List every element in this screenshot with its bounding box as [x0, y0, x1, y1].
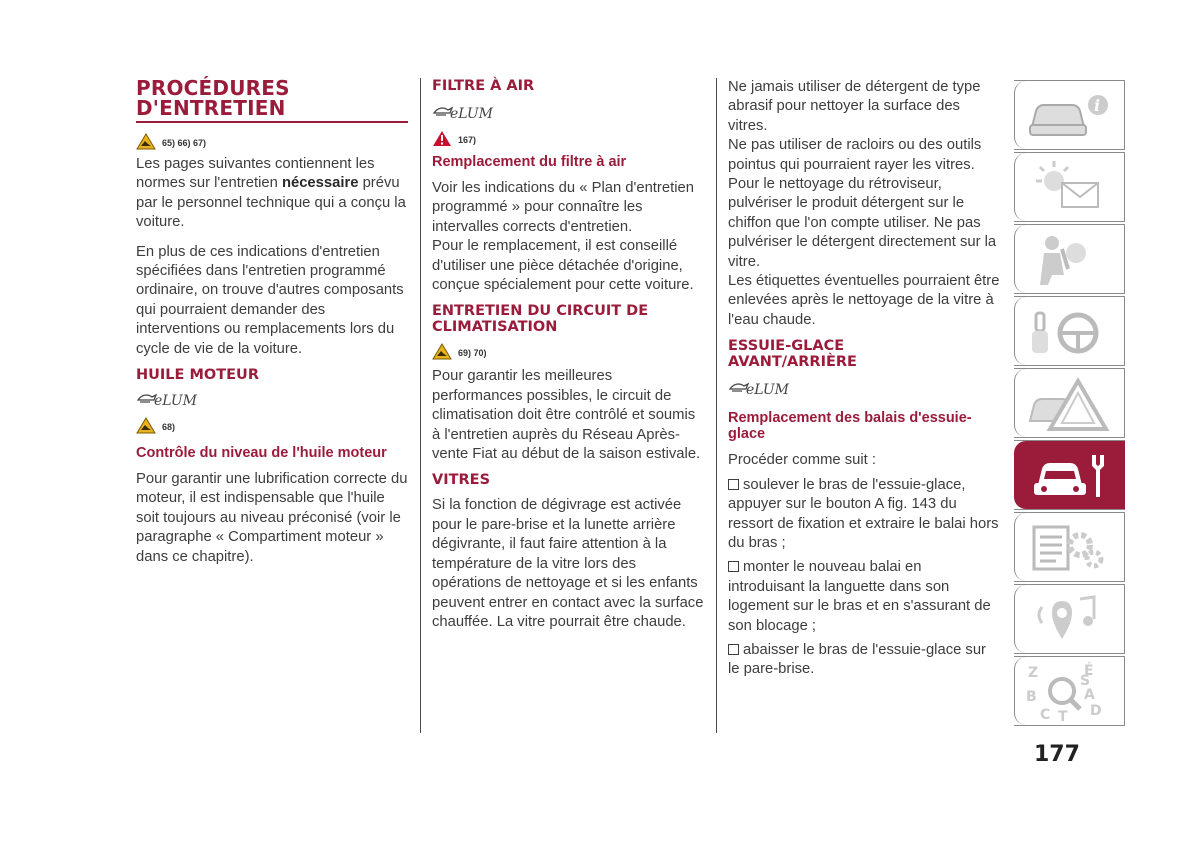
emphasis: nécessaire: [281, 175, 359, 192]
svg-text:eLUM: eLUM: [154, 393, 197, 410]
car-maintenance-icon: [1022, 445, 1114, 505]
title-underline: [136, 121, 408, 123]
tab-maintenance[interactable]: [1014, 440, 1125, 510]
svg-text:eLUM: eLUM: [450, 106, 493, 122]
index-letter: C: [1040, 707, 1051, 723]
warning-refs: 69) 70): [458, 348, 487, 359]
paragraph: Procéder comme suit :: [728, 452, 877, 469]
section-title-line1: PROCÉDURES: [136, 76, 290, 100]
svg-text:eLUM: eLUM: [746, 382, 789, 399]
warning-triangle-icon: [432, 343, 452, 360]
section-title-line2: D'ENTRETIEN: [136, 96, 286, 120]
subsection-heading: Remplacement des balais d'essuie-glace: [728, 410, 972, 443]
index-letter: B: [1026, 689, 1037, 705]
tab-warning-lights[interactable]: [1014, 152, 1125, 222]
paragraph: Si la fonction de dégivrage est activée pour le pare-brise et la lunette arrière dégivrante, il faut faire attention à la température de la vitre lors des opérations de nettoyage et si les enfants peuvent entrer en contact avec la surface chauffée. La vitre pourrait être chaude.: [432, 497, 704, 630]
index-letter: T: [1058, 709, 1068, 725]
subsection-title: HUILE MOTEUR: [136, 367, 259, 384]
column-divider: [420, 78, 421, 733]
checkbox-bullet-icon: [728, 479, 739, 490]
subsection-title: FILTRE À AIR: [432, 78, 535, 94]
index-letter: S: [1080, 673, 1091, 689]
eco-leaf-icon: [728, 376, 1000, 398]
column-2: [432, 78, 704, 632]
warning-reference: [136, 415, 408, 435]
technical-data-icon: [1022, 517, 1114, 577]
warning-refs: 167): [458, 135, 477, 145]
paragraph: Pour garantir les meilleures performances possibles, le circuit de climatisation doit être contrôlé et soumis à l'entretien auprès du Réseau Après-vente Fiat au début de la saison estivale.: [432, 368, 701, 463]
subsection-title-line2: AVANT/ARRIÈRE: [728, 354, 857, 371]
tab-technical-data[interactable]: [1014, 512, 1125, 582]
subsection-heading: Remplacement du filtre à air: [432, 154, 627, 170]
airbag-safety-icon: [1022, 229, 1114, 289]
paragraph: Pour le nettoyage du rétroviseur, pulvériser le produit détergent sur le chiffon que l'on compte utiliser. Ne pas pulvériser le détergent directement sur la vitre.: [728, 176, 997, 270]
warning-triangle-icon: [136, 133, 156, 150]
index-letter: D: [1090, 703, 1102, 719]
warning-reference: [432, 341, 704, 361]
warning-lights-icon: [1022, 157, 1114, 217]
index-letter: É: [1084, 663, 1094, 679]
paragraph: Les pages suivantes contiennent les normes sur l'entretien nécessaire prévu par le personnel technique qui a conçu la voiture.: [136, 156, 406, 231]
list-item: abaisser le bras de l'essuie-glace sur le pare-brise.: [728, 641, 986, 678]
eco-leaf-icon: [136, 387, 408, 409]
column-divider: [716, 78, 717, 733]
index-letter: Z: [1028, 665, 1039, 681]
column-1: [136, 78, 408, 567]
checkbox-bullet-icon: [728, 644, 739, 655]
paragraph: Pour garantir une lubrification correcte du moteur, il est indispensable que l'huile soit toujours au niveau préconisé (voir le paragraphe « Compartiment moteur » dans ce chapitre).: [136, 471, 408, 565]
tab-safety[interactable]: [1014, 224, 1125, 294]
tab-starting-driving[interactable]: [1014, 296, 1125, 366]
emergency-icon: [1022, 373, 1114, 433]
paragraph: En plus de ces indications d'entretien spécifiées dans l'entretien programmé ordinaire, on trouve d'autres composants qui pourraient demander des interventions ou remplacements lors du cycle de vie de la voiture.: [136, 243, 404, 357]
subsection-title: VITRES: [432, 472, 491, 489]
warning-reference: [136, 131, 408, 151]
danger-triangle-icon: [432, 130, 452, 147]
index-icon: [1022, 661, 1114, 725]
subsection-title-line1: ESSUIE-GLACE: [728, 338, 845, 355]
svg-text:i: i: [1094, 96, 1101, 115]
list-item: monter le nouveau balai en introduisant la languette dans son logement sur le bras et en s'assurant de son blocage ;: [728, 559, 991, 634]
tab-emergency[interactable]: [1014, 368, 1125, 438]
page-number: 177: [1034, 742, 1080, 767]
paragraph: Ne pas utiliser de racloirs ou des outils pointus qui pourraient rayer les vitres.: [728, 137, 982, 173]
warning-triangle-icon: [136, 417, 156, 434]
subsection-heading: Contrôle du niveau de l'huile moteur: [136, 445, 387, 462]
tab-index[interactable]: [1014, 656, 1125, 726]
tab-multimedia[interactable]: [1014, 584, 1125, 654]
tab-car-info[interactable]: [1014, 80, 1125, 150]
list-item: soulever le bras de l'essuie-glace, appuyer sur le bouton A fig. 143 du ressort de fixation et extraire le balai hors du bras ;: [728, 476, 999, 551]
paragraph: Pour le remplacement, il est conseillé d'utiliser une pièce détachée d'origine, conçue spécialement pour cette voiture.: [432, 238, 694, 294]
index-letter: A: [1084, 687, 1095, 703]
paragraph: Voir les indications du « Plan d'entretien programmé » pour connaître les intervalles corrects d'entretien.: [432, 180, 694, 235]
car-info-icon: [1022, 85, 1114, 145]
eco-leaf-icon: [432, 100, 704, 122]
checkbox-bullet-icon: [728, 561, 739, 572]
subsection-title: ENTRETIEN DU CIRCUIT DE CLIMATISATION: [432, 303, 649, 336]
column-3: [728, 78, 1000, 680]
warning-refs: 65) 66) 67): [162, 138, 207, 148]
warning-refs: 68): [162, 422, 176, 433]
paragraph: Les étiquettes éventuelles pourraient être enlevées après le nettoyage de la vitre à l'eau chaude.: [728, 273, 1000, 328]
paragraph: Ne jamais utiliser de détergent de type abrasif pour nettoyer la surface des vitres.: [728, 79, 981, 134]
steering-start-icon: [1022, 301, 1114, 361]
warning-reference: [432, 128, 704, 148]
multimedia-icon: [1022, 589, 1114, 649]
